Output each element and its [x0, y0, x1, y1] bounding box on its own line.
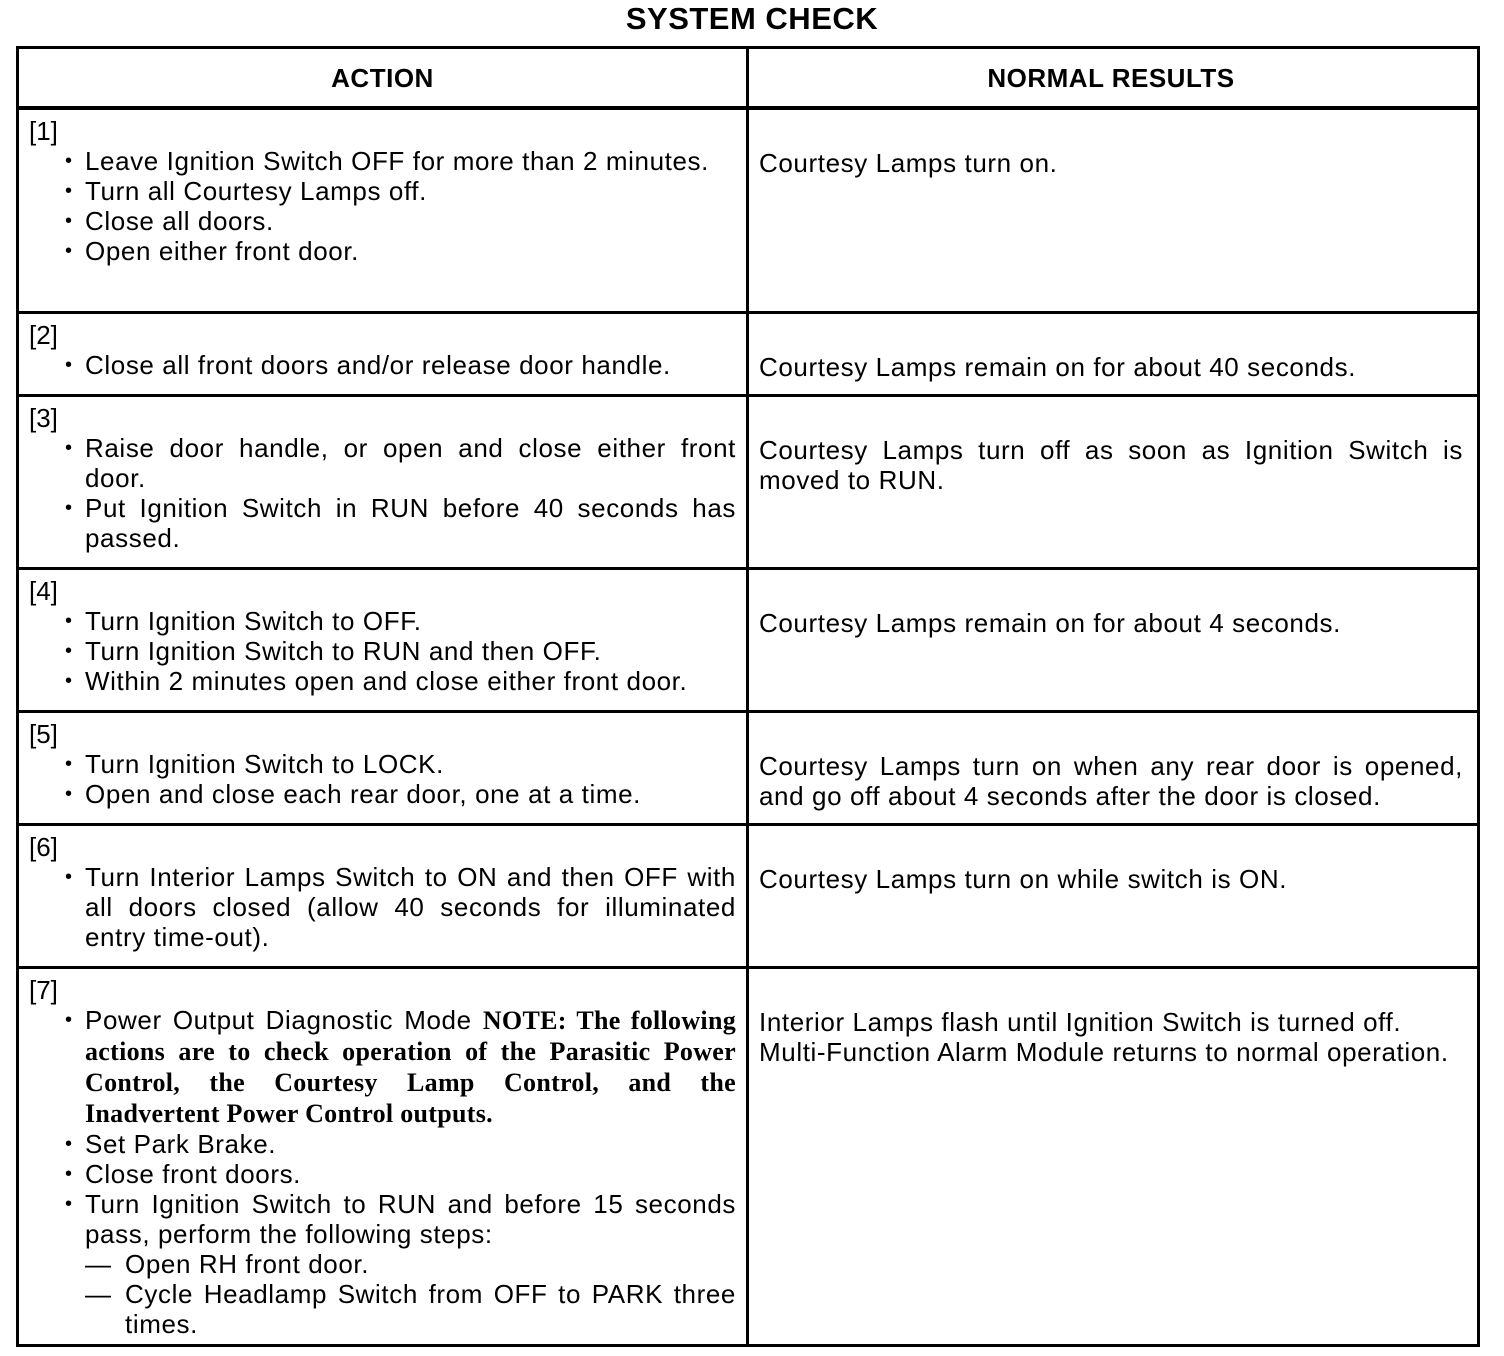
action-list: [29, 1005, 736, 1339]
action-item: • Close all doors.: [65, 206, 736, 236]
result-cell: [749, 397, 1477, 567]
action-list: [29, 433, 736, 553]
step-number: [1]: [29, 116, 58, 146]
result-cell: [749, 826, 1477, 966]
step-number: [3]: [29, 403, 58, 433]
page-title: SYSTEM CHECK: [625, 1, 879, 36]
result-text: Courtesy Lamps turn on.: [759, 148, 1058, 178]
table-row: [19, 710, 1477, 823]
step-number: [6]: [29, 832, 58, 862]
step-number: [7]: [29, 975, 58, 1005]
action-item: • Leave Ignition Switch OFF for more than 2 minutes.: [65, 146, 736, 176]
table-row: [19, 107, 1477, 311]
table-row: [19, 311, 1477, 394]
action-list: [29, 749, 736, 809]
header-action: ACTION: [19, 49, 749, 106]
result-text: Courtesy Lamps turn off as soon as Ignition Switch is moved to RUN.: [759, 435, 1463, 495]
table-row: [19, 823, 1477, 966]
action-item: • Close all front doors and/or release door handle.: [65, 350, 736, 380]
action-note: NOTE: The following actions are to check operation of the Parasitic Power Control, the Courtesy Lamp Control, and the Inadvertent Power Control outputs.: [85, 1006, 736, 1128]
action-item: • Close front doors.: [65, 1159, 736, 1189]
action-cell: [19, 713, 749, 823]
action-item: • Within 2 minutes open and close either front door.: [65, 666, 736, 696]
sub-step-list: [85, 1249, 736, 1339]
action-item-text: Turn Ignition Switch to RUN and before 15 seconds pass, perform the following steps:: [85, 1189, 736, 1249]
action-list: [29, 146, 736, 266]
header-normal-results: NORMAL RESULTS: [987, 62, 1235, 93]
action-item: [65, 1005, 736, 1129]
action-item: • Turn Ignition Switch to RUN and then OFF.: [65, 636, 736, 666]
action-cell: [19, 110, 749, 311]
table-header-row: [19, 49, 1477, 107]
result-line: Interior Lamps flash until Ignition Switch is turned off.: [759, 1007, 1402, 1037]
result-cell: [749, 570, 1477, 710]
action-item: • Open either front door.: [65, 236, 736, 266]
sub-step-item: — Cycle Headlamp Switch from OFF to PARK three times.: [85, 1279, 736, 1339]
step-number: [5]: [29, 719, 58, 749]
sub-step-item: — Open RH front door.: [85, 1249, 736, 1279]
action-cell: [19, 314, 749, 394]
action-item: [65, 1189, 736, 1339]
action-item: • Turn Ignition Switch to LOCK.: [65, 749, 736, 779]
action-item: • Turn Interior Lamps Switch to ON and then OFF with all doors closed (allow 40 seconds for illuminated entry time-out).: [65, 862, 736, 952]
result-cell: [749, 713, 1477, 823]
action-item: • Set Park Brake.: [65, 1129, 736, 1159]
result-text: Courtesy Lamps turn on while switch is ON.: [759, 864, 1288, 894]
result-line: Multi-Function Alarm Module returns to normal operation.: [759, 1037, 1449, 1067]
step-number: [4]: [29, 576, 58, 606]
action-cell: [19, 969, 749, 1344]
result-cell: [749, 969, 1477, 1344]
action-list: [29, 862, 736, 952]
result-text: Courtesy Lamps turn on when any rear door is opened, and go off about 4 seconds after the door is closed.: [759, 751, 1463, 811]
action-item: • Open and close each rear door, one at a time.: [65, 779, 736, 809]
table-row: [19, 966, 1477, 1344]
action-cell: [19, 570, 749, 710]
result-text: Courtesy Lamps remain on for about 40 seconds.: [759, 352, 1357, 382]
action-intro: Power Output Diagnostic Mode: [85, 1005, 472, 1035]
action-cell: [19, 826, 749, 966]
action-item: • Put Ignition Switch in RUN before 40 seconds has passed.: [65, 493, 736, 553]
result-cell: [749, 314, 1477, 394]
action-cell: [19, 397, 749, 567]
system-check-table: [16, 46, 1480, 1347]
action-list: [29, 606, 736, 696]
action-item: • Turn Ignition Switch to OFF.: [65, 606, 736, 636]
action-list: [29, 350, 736, 380]
table-row: [19, 567, 1477, 710]
step-number: [2]: [29, 320, 58, 350]
result-text: Courtesy Lamps remain on for about 4 seconds.: [759, 608, 1341, 638]
action-item: • Turn all Courtesy Lamps off.: [65, 176, 736, 206]
result-cell: [749, 110, 1477, 311]
table-row: [19, 394, 1477, 567]
action-item: • Raise door handle, or open and close either front door.: [65, 433, 736, 493]
